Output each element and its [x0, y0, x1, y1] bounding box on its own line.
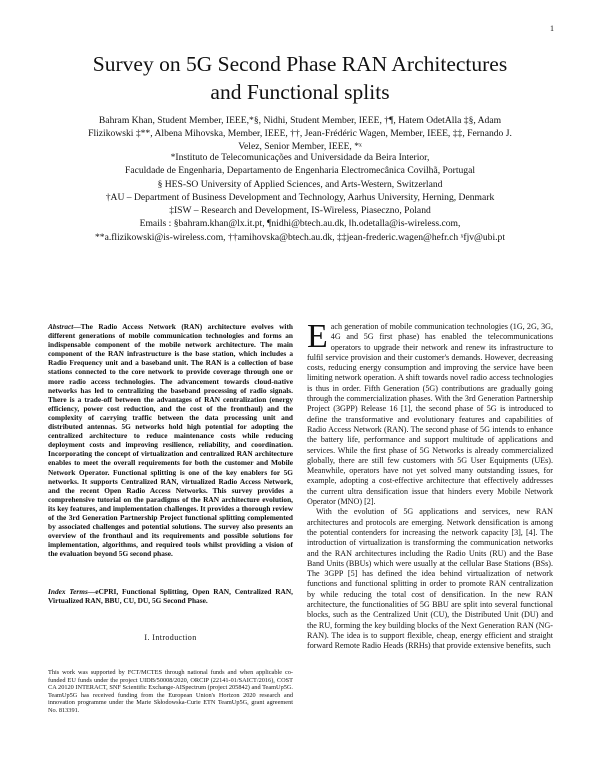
author-line: Bahram Khan, Student Member, IEEE,*§, Nidhi, Student Member, IEEE, †¶, Hatem OdetAlla ‡§, Adam — [98, 115, 502, 126]
section-heading: I. Introduction — [144, 633, 197, 642]
author-list — [36, 114, 564, 153]
abstract-label: Abstract — [48, 322, 74, 331]
paragraph — [307, 318, 553, 507]
affiliation-line: ‡ISW – Research and Development, IS-Wireless, Piaseczno, Poland — [169, 205, 431, 217]
paragraph-text: ach generation of mobile communication technologies (1G, 2G, 3G, 4G and 5G first phase) has enabled the telecommunications operators to upgrade their network and renew its infrastructure to fulfil service provision and their customer's demands. However, decreasing costs, reducing energy consumption and improving the service have been limiting network operation. A shift towards novel radio access technologies is thus in order. Fifth Generation (5G) contributions are gradually going through the commercialization phases. With the 3rd Generation Partnership Project (3GPP) Release 16 [1], the second phase of 5G is introduced to define the transformative and evolutionary features and capabilities of Radio Access Network (RAN). The second phase of 5G intends to enhance the battery life, performance and support multitude of applications and services. While the first phase of 5G Networks is already commercialized globally, there are still few customers with 5G User Equipments (UEs). Meanwhile, operators have not yet solved many outstanding issues, for example, adopting a cost-effective architecture that effectively addresses the current ultra densification issue that hinders every Mobile Network Operator (MNO) [2]. — [307, 322, 553, 507]
abstract — [48, 322, 293, 558]
drop-cap: E — [307, 318, 328, 355]
index-terms-text: —eCPRI, Functional Splitting, Open RAN, Centralized RAN, Virtualized RAN, BBU, CU, DU, 5G Second Phase. — [48, 587, 293, 606]
paper-title — [40, 50, 560, 106]
index-terms-label: Index Terms — [48, 587, 88, 596]
affiliation-line: § HES-SO University of Applied Sciences, and Arts-Western, Switzerland — [157, 178, 443, 190]
page-number: 1 — [550, 24, 554, 33]
affiliation-line: Faculdade de Engenharia, Departamento de Engenharia Electromecânica Covilhã, Portugal — [124, 165, 476, 177]
title-line: Survey on 5G Second Phase RAN Architectures — [92, 52, 508, 76]
email-line: Emails : §bahram.khan@lx.it.pt, ¶nidhi@btech.au.dk, ‖h.odetalla@is-wireless.com, — [139, 218, 461, 230]
author-line: Flizikowski ‡**, Albena Mihovska, Member, IEEE, ††, Jean-Frédéric Wagen, Member, IEEE, ‡‡, Fernando J. — [88, 128, 512, 139]
affiliation-line: *Instituto de Telecomunicações and Universidade da Beira Interior, — [170, 152, 430, 163]
email-line: **a.flizikowski@is-wireless.com, ††amihovska@btech.au.dk, ‡‡jean-frederic.wagen@hefr.ch ˣfjv@ubi.pt — [94, 231, 506, 243]
abstract-text: —The Radio Access Network (RAN) architecture evolves with different generations of mobile communication technologies and forms an indispensable component of the mobile network architecture. The main component of the RAN infrastructure is the base station, which includes a Radio Frequency unit and a baseband unit. The RAN is a collection of base stations connected to the core network to provide coverage through one or more radio access technologies. The advancement towards cloud-native networks has led to centralizing the baseband processing of radio signals. There is a trade-off between the advantages of RAN centralization (energy efficiency, power cost reduction, and the cost of the fronthaul) and the complexity of carrying traffic between the data processing unit and distributed antennas. 5G networks hold high potential for adopting the centralized architecture to reduce maintenance costs while reducing deployment costs and improving resilience, reliability, and coordination. Incorporating the concept of virtualization and centralized RAN architecture enables to meet the overall requirements for both the customer and Mobile Network Operator. Functional splitting is one of the key enablers for 5G networks. It supports Centralized RAN, virtualized Radio Access Network, and the recent Open Radio Access Networks. This survey provides a comprehensive tutorial on the paradigms of the RAN architecture evolution, its key features, and implementation challenges. It provides a thorough review of the 3rd Generation Partnership Project functional splitting complemented by associated challenges and potential solutions. The survey also presents an overview of the fronthaul and its requirements and possible solutions for implementation, algorithms, and required tools whilst providing a vision of the evaluation beyond 5G second phase. — [48, 322, 293, 559]
author-line: Velez, Senior Member, IEEE, *ˣ — [238, 141, 362, 152]
paragraph: With the evolution of 5G applications and services, new RAN architectures and protocols are emerging. Network densification is among the potential contenders for increasing the network capacity [3], [4]. The introduction of virtualization is transforming the communication networks and the RAN architectures including the Radio Units (RU) and the Base Band Units (BBUs) which were usually at the cellular Base Stations (BSs). The 3GPP [5] has defined the idea behind virtualization of network functions and functional splitting in order to promote RAN centralization by while reducing the total cost of densification. In the new RAN architecture, the functionalities of 5G BBU are split into several functional blocks, such as the Centralized Unit (CU), the Distributed Unit (DU) and the RU, forming the key building blocks of the Next Generation RAN (NG-RAN). The idea is to support flexible, cheap, energy efficient and straight forward Remote Radio Heads (RRHs) that provide extensive benefits, such — [307, 507, 553, 651]
affiliation-line: †AU – Department of Business Development and Technology, Aarhus University, Herning, Denmark — [105, 191, 495, 203]
index-terms — [48, 587, 293, 605]
affiliations — [36, 151, 564, 244]
funding-footnote: This work was supported by FCT/MCTES through national funds and when applicable co-funded EU funds under the project UIDB/50008/2020, ORCIP (22141-01/SAICT/2016), COST CA 20120 INTERACT, SNF Scientific Exchange-AISpectrum (project 205842) and TeamUp5G. TeamUp5G has received funding from the European Union's Horizon 2020 research and innovation programme under the Marie Skłodowska-Curie ETN TeamUp5G, grant agreement No. 813391. — [48, 669, 293, 714]
title-line: and Functional splits — [210, 80, 390, 104]
introduction-body — [307, 318, 553, 652]
